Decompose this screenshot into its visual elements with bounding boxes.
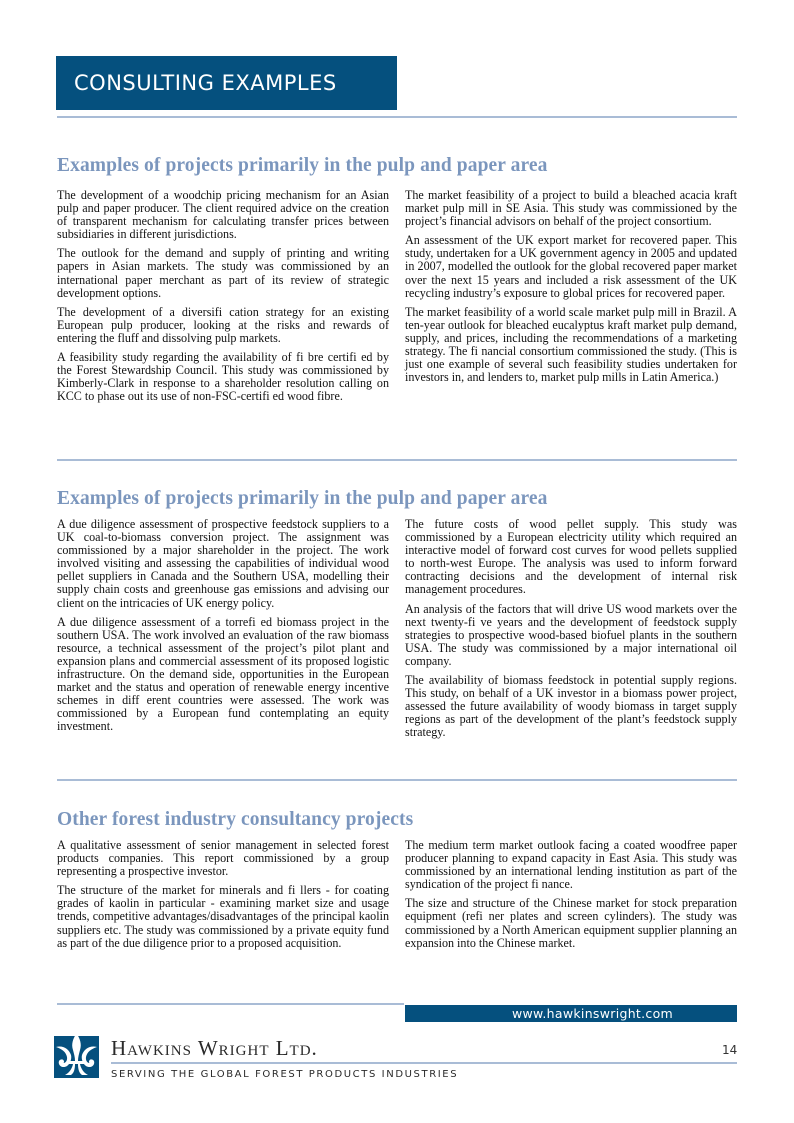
website-link[interactable]: www.hawkinswright.com [511, 1006, 673, 1021]
project-paragraph: The size and structure of the Chinese market for stock preparation equipment (refi ner plates and screen cylinders). The study was commissioned by a North American equipment supplier planning an expansion into the Chinese market. [405, 896, 737, 950]
page-number: 14 [722, 1043, 738, 1057]
project-paragraph: A qualitative assessment of senior management in selected forest products companies. This report commissioned by a group representing a prospective investor. [57, 838, 389, 879]
banner-title: CONSULTING EXAMPLES [74, 71, 337, 95]
project-paragraph: An analysis of the factors that will drive US wood markets over the next twenty-fi ve years and the development of feedstock supply strategies to prospective wood-based biofuel plants in the southern USA. The study was commissioned by a major international oil company. [405, 601, 737, 668]
left-column [57, 839, 389, 956]
project-paragraph: A feasibility study regarding the availability of fi bre certifi ed by the Forest Stewardship Council. This study was commissioned by Kimberly-Clark in response to a shareholder resolution calling on KCC to phase out its use of non-FSC-certifi ed wood fibre. [57, 350, 389, 404]
project-paragraph: The outlook for the demand and supply of printing and writing papers in Asian markets. The study was commissioned by an international paper merchant as part of its review of strategic development options. [57, 246, 389, 300]
project-paragraph: The structure of the market for minerals and fi llers - for coating grades of kaolin in particular - examining market size and usage trends, competitive advantages/disadvantages of the principal kaolin suppliers etc. The study was commissioned by a private equity fund as part of the due diligence prior to a proposed acquisition. [57, 883, 389, 950]
footer-name-underline [111, 1062, 737, 1064]
project-paragraph: The market feasibility of a project to build a bleached acacia kraft market pulp mill in SE Asia. This study was commissioned by the project’s financial advisors on behalf of the project consortium. [405, 188, 737, 229]
project-paragraph: A due diligence assessment of prospective feedstock suppliers to a UK coal-to-biomass conversion project. The assignment was commissioned by a major shareholder in the project. The work involved visiting and assessing the capabilities of individual wood pellet suppliers in Canada and the Southern USA, modelling their supply chain costs and greenhouse gas emissions and advising our client on the intricacies of UK energy policy. [57, 517, 389, 610]
footer-divider [57, 1003, 404, 1005]
project-paragraph: The availability of biomass feedstock in potential supply regions. This study, on behalf of a UK investor in a biomass power project, assessed the future availability of woody biomass in target supply regions as part of the development of the plant’s feedstock supply strategy. [405, 673, 737, 740]
section-body-pulp-paper-2 [57, 518, 737, 746]
page-banner [56, 56, 397, 110]
fleur-de-lis-icon [54, 1033, 99, 1080]
project-paragraph: The market feasibility of a world scale market pulp mill in Brazil. A ten-year outlook for bleached eucalyptus kraft market pulp demand, supply, and prices, including the recommendations of a marketing strategy. The fi nancial consortium commissioned the study. (This is just one example of several such feasibility studies undertaken for investors in, and lenders to, market pulp mills in Latin America.) [405, 304, 737, 385]
section-divider [57, 779, 737, 781]
right-column [405, 189, 737, 409]
section-title-other-forest: Other forest industry consultancy projects [57, 809, 414, 830]
project-paragraph: The development of a diversifi cation strategy for an existing European pulp producer, looking at the risks and rewards of entering the fluff and dissolving pulp markets. [57, 304, 389, 345]
project-paragraph: An assessment of the UK export market for recovered paper. This study, undertaken for a UK government agency in 2005 and updated in 2007, modelled the outlook for the global recovered paper market over the next 15 years and included a risk assessment of the UK recycling industry’s exposure to global prices for recovered paper. [405, 233, 737, 300]
project-paragraph: The future costs of wood pellet supply. This study was commissioned by a European electricity utility which required an interactive model of forward cost curves for wood pellets supplied to north-west Europe. The analysis was used to inform forward contracting decisions and the development of internal risk management procedures. [405, 517, 737, 597]
project-paragraph: The medium term market outlook facing a coated woodfree paper producer planning to expand capacity in East Asia. This study was commissioned by an international lending institution as part of the syndication of the project fi nance. [405, 838, 737, 892]
left-column [57, 518, 389, 746]
section-body-pulp-paper-1 [57, 189, 737, 409]
section-title-pulp-paper-1: Examples of projects primarily in the pulp and paper area [57, 155, 548, 176]
project-paragraph: The development of a woodchip pricing mechanism for an Asian pulp and paper producer. The client required advice on the creation of transparent mechanism for calculating transfer prices between subsidiaries in different jurisdictions. [57, 188, 389, 242]
section-body-other-forest [57, 839, 737, 956]
section-divider [57, 459, 737, 461]
project-paragraph: A due diligence assessment of a torrefi ed biomass project in the southern USA. The work involved an evaluation of the raw biomass resource, a technical assessment of the project’s pilot plant and expansion plans and commercial assessment of its proposed logistic infrastructure. On the demand side, opportunities in the European market and the status and operation of renewable energy incentive schemes in diff erent countries were assessed. The work was commissioned by a European fund contemplating an equity investment. [57, 614, 389, 734]
left-column [57, 189, 389, 409]
right-column [405, 518, 737, 746]
section-title-pulp-paper-2: Examples of projects primarily in the pulp and paper area [57, 488, 548, 509]
right-column [405, 839, 737, 956]
website-bar[interactable] [405, 1005, 737, 1022]
company-tagline: SERVING THE GLOBAL FOREST PRODUCTS INDUSTRIES [111, 1069, 459, 1080]
company-name: Hawkins Wright Ltd. [111, 1036, 318, 1060]
header-divider [57, 116, 737, 118]
